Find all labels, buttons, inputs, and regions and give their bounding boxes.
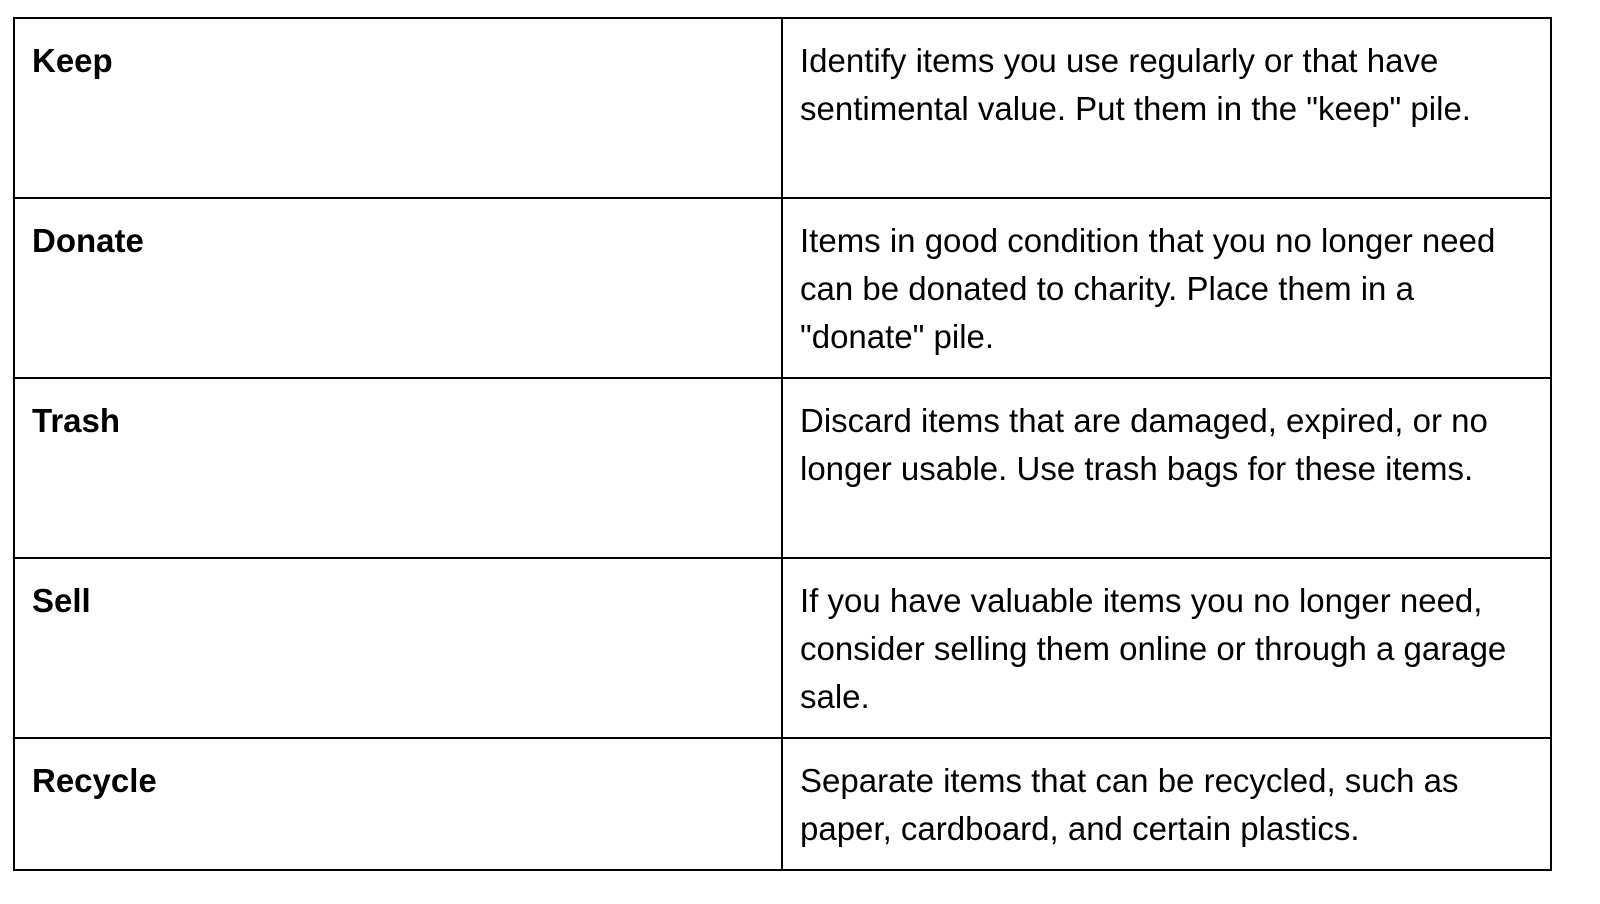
table-row-keep	[14, 18, 1551, 198]
category-cell: Keep	[14, 18, 782, 198]
category-cell: Trash	[14, 378, 782, 558]
table-row-trash	[14, 378, 1551, 558]
table-row-sell	[14, 558, 1551, 738]
description-cell: Discard items that are damaged, expired, or no longer usable. Use trash bags for these items.	[782, 378, 1551, 558]
description-cell: Identify items you use regularly or that have sentimental value. Put them in the "keep" pile.	[782, 18, 1551, 198]
description-cell: Items in good condition that you no longer need can be donated to charity. Place them in a "donate" pile.	[782, 198, 1551, 378]
table-row-donate	[14, 198, 1551, 378]
category-cell: Sell	[14, 558, 782, 738]
category-cell: Recycle	[14, 738, 782, 870]
description-cell: Separate items that can be recycled, such as paper, cardboard, and certain plastics.	[782, 738, 1551, 870]
description-cell: If you have valuable items you no longer need, consider selling them online or through a garage sale.	[782, 558, 1551, 738]
category-cell: Donate	[14, 198, 782, 378]
sorting-table	[13, 17, 1552, 871]
table-row-recycle	[14, 738, 1551, 870]
